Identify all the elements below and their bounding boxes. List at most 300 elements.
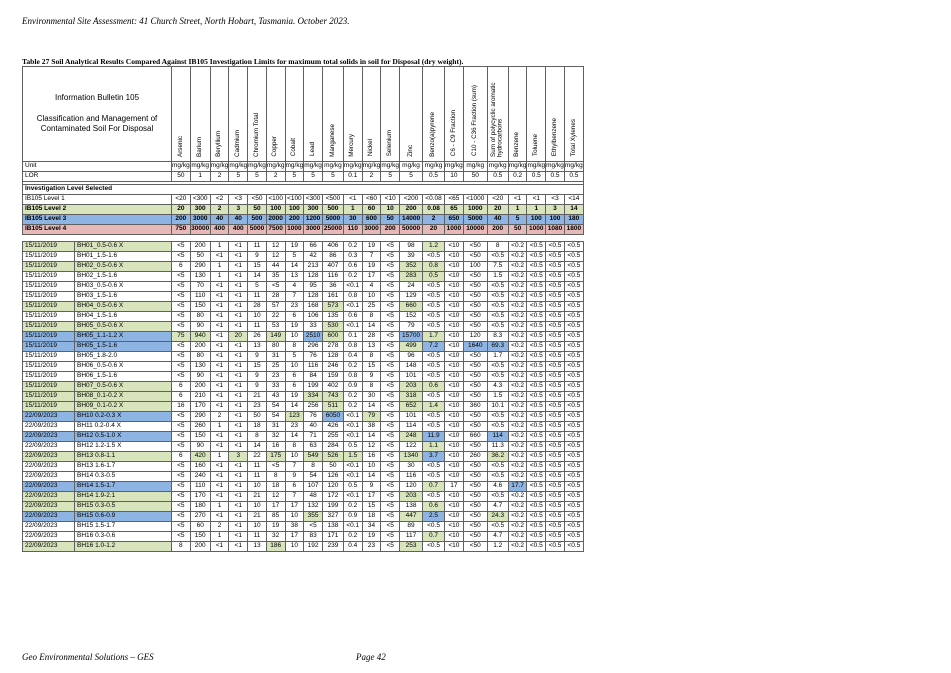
value-cell: 50 bbox=[172, 172, 191, 182]
level-value: 400 bbox=[229, 225, 248, 235]
sample-value: <5 bbox=[381, 372, 400, 382]
sample-value: <0.5 bbox=[527, 332, 546, 342]
sample-value: 60 bbox=[190, 522, 210, 532]
sample-value: <1 bbox=[210, 312, 229, 322]
sample-value: 0.8 bbox=[343, 292, 362, 302]
sample-value: 54 bbox=[266, 402, 285, 412]
sample-value: 38 bbox=[362, 422, 381, 432]
sample-value: 128 bbox=[304, 272, 323, 282]
sample-value: 50 bbox=[248, 412, 267, 422]
sample-value: <0.5 bbox=[546, 332, 565, 342]
sample-value: <1 bbox=[229, 272, 248, 282]
sample-value: <0.5 bbox=[546, 402, 565, 412]
row-label: LOR bbox=[23, 172, 172, 182]
sample-value: <1 bbox=[229, 482, 248, 492]
sample-value: 200 bbox=[190, 382, 210, 392]
sample-value: 660 bbox=[400, 302, 423, 312]
value-cell: 5 bbox=[304, 172, 323, 182]
sample-date: 15/11/2019 bbox=[23, 332, 75, 342]
sample-value: 6 bbox=[172, 392, 191, 402]
sample-value: <50 bbox=[463, 542, 487, 552]
sample-date: 15/11/2019 bbox=[23, 252, 75, 262]
sample-id: BH12 0.5-1.0 X bbox=[75, 432, 172, 442]
value-cell: mg/kg bbox=[400, 162, 423, 172]
column-header-label: C6 - C9 Fraction bbox=[449, 110, 457, 157]
level-value: <100 bbox=[285, 195, 304, 205]
sample-value: <0.5 bbox=[546, 442, 565, 452]
sample-row bbox=[23, 362, 584, 372]
sample-value: 2 bbox=[210, 522, 229, 532]
sample-value: 0.2 bbox=[343, 402, 362, 412]
sample-value: <10 bbox=[445, 292, 464, 302]
sample-value: 447 bbox=[400, 512, 423, 522]
sample-value: <0.5 bbox=[527, 472, 546, 482]
sample-value: <0.5 bbox=[487, 472, 508, 482]
sample-value: <50 bbox=[463, 532, 487, 542]
sample-value: <50 bbox=[463, 282, 487, 292]
sample-value: 84 bbox=[304, 372, 323, 382]
sample-value: 6 bbox=[285, 372, 304, 382]
column-header bbox=[564, 67, 583, 162]
sample-value: <1 bbox=[210, 362, 229, 372]
sample-value: <50 bbox=[463, 492, 487, 502]
sample-value: <0.5 bbox=[564, 452, 583, 462]
sample-value: <0.1 bbox=[343, 522, 362, 532]
value-cell: mg/kg bbox=[322, 162, 343, 172]
level-value: 100 bbox=[546, 215, 565, 225]
sample-value: 16 bbox=[362, 452, 381, 462]
sample-value: <0.5 bbox=[564, 432, 583, 442]
sample-value: 318 bbox=[400, 392, 423, 402]
sample-value: <5 bbox=[172, 282, 191, 292]
sample-value: 327 bbox=[322, 512, 343, 522]
sample-value: 1 bbox=[210, 272, 229, 282]
sample-value: <10 bbox=[445, 402, 464, 412]
level-value: 2 bbox=[423, 215, 445, 225]
sample-value: <0.5 bbox=[546, 322, 565, 332]
sample-value: <0.5 bbox=[527, 292, 546, 302]
sample-value: <1 bbox=[229, 412, 248, 422]
column-header-label: Cadmium bbox=[233, 129, 241, 157]
sample-value: 21 bbox=[248, 392, 267, 402]
sample-value: 14 bbox=[248, 272, 267, 282]
sample-date: 22/09/2023 bbox=[23, 412, 75, 422]
sample-value: 2 bbox=[210, 412, 229, 422]
sample-value: 110 bbox=[190, 482, 210, 492]
sample-value: <1 bbox=[229, 242, 248, 252]
sample-value: 35 bbox=[266, 272, 285, 282]
sample-value: 106 bbox=[304, 312, 323, 322]
sample-value: 0.7 bbox=[423, 482, 445, 492]
sample-value: 6 bbox=[172, 262, 191, 272]
sample-value: <1 bbox=[210, 442, 229, 452]
sample-row bbox=[23, 252, 584, 262]
sample-value: 138 bbox=[322, 522, 343, 532]
footer-page-number: Page 42 bbox=[356, 652, 386, 662]
sample-value: 13 bbox=[248, 542, 267, 552]
sample-value: <0.5 bbox=[546, 542, 565, 552]
sample-value: 86 bbox=[322, 252, 343, 262]
level-value: 50 bbox=[248, 205, 267, 215]
sample-value: 8 bbox=[172, 542, 191, 552]
sample-value: <0.2 bbox=[508, 492, 527, 502]
sample-value: <0.5 bbox=[546, 372, 565, 382]
sample-value: 203 bbox=[400, 382, 423, 392]
sample-value: 23 bbox=[266, 372, 285, 382]
sample-value: <0.5 bbox=[527, 532, 546, 542]
sample-value: 17 bbox=[285, 532, 304, 542]
sample-value: <0.5 bbox=[564, 392, 583, 402]
sample-value: 22 bbox=[266, 312, 285, 322]
sample-value: <0.5 bbox=[564, 292, 583, 302]
sample-value: 14 bbox=[362, 402, 381, 412]
level-value: 500 bbox=[248, 215, 267, 225]
sample-value: <5 bbox=[381, 482, 400, 492]
sample-value: <5 bbox=[381, 452, 400, 462]
sample-value: <0.5 bbox=[527, 542, 546, 552]
sample-value: 402 bbox=[322, 382, 343, 392]
sample-value: <5 bbox=[381, 542, 400, 552]
sample-value: <0.2 bbox=[508, 412, 527, 422]
sample-id: BH03_1.5-1.6 bbox=[75, 292, 172, 302]
sample-value: <0.2 bbox=[508, 272, 527, 282]
sample-value: 8 bbox=[362, 382, 381, 392]
sample-row bbox=[23, 242, 584, 252]
sample-value: <0.5 bbox=[564, 362, 583, 372]
sample-value: 248 bbox=[400, 432, 423, 442]
level-value: <1000 bbox=[463, 195, 487, 205]
section-label: Investigation Level Selected bbox=[23, 185, 584, 195]
sample-value: <0.2 bbox=[508, 542, 527, 552]
sample-value: <1 bbox=[229, 502, 248, 512]
sample-value: 8 bbox=[285, 442, 304, 452]
sample-value: <1 bbox=[210, 372, 229, 382]
level-label: IB105 Level 3 bbox=[23, 215, 172, 225]
sample-value: <0.5 bbox=[423, 302, 445, 312]
value-cell: mg/kg bbox=[546, 162, 565, 172]
sample-value: <5 bbox=[381, 512, 400, 522]
sample-id: BH09_0.1-0.2 X bbox=[75, 402, 172, 412]
sample-value: <0.5 bbox=[487, 522, 508, 532]
sample-value: 18 bbox=[248, 422, 267, 432]
sample-value: 10 bbox=[285, 362, 304, 372]
sample-value: <10 bbox=[445, 282, 464, 292]
sample-value: 15 bbox=[248, 362, 267, 372]
sample-value: <10 bbox=[445, 542, 464, 552]
sample-value: 0.5 bbox=[343, 482, 362, 492]
sample-value: 11 bbox=[248, 532, 267, 542]
sample-value: 16 bbox=[266, 442, 285, 452]
sample-value: 8 bbox=[266, 472, 285, 482]
level-value: 200 bbox=[487, 225, 508, 235]
sample-value: <5 bbox=[381, 412, 400, 422]
sample-date: 15/11/2019 bbox=[23, 272, 75, 282]
sample-value: <1 bbox=[210, 462, 229, 472]
sample-date: 22/09/2023 bbox=[23, 492, 75, 502]
sample-value: 0.8 bbox=[343, 342, 362, 352]
level-row bbox=[23, 225, 584, 235]
sample-value: <5 bbox=[172, 492, 191, 502]
sample-date: 15/11/2019 bbox=[23, 302, 75, 312]
sample-id: BH15 0.6-0.9 bbox=[75, 512, 172, 522]
sample-value: 0.5 bbox=[423, 272, 445, 282]
sample-value: <10 bbox=[445, 242, 464, 252]
value-cell: 0.1 bbox=[343, 172, 362, 182]
sample-date: 22/09/2023 bbox=[23, 442, 75, 452]
value-cell: 5 bbox=[229, 172, 248, 182]
sample-value: 526 bbox=[322, 452, 343, 462]
sample-value: <0.5 bbox=[564, 422, 583, 432]
sample-value: <0.5 bbox=[423, 472, 445, 482]
sample-value: <10 bbox=[445, 332, 464, 342]
sample-value: 0.6 bbox=[423, 502, 445, 512]
sample-value: <0.5 bbox=[546, 382, 565, 392]
sample-row bbox=[23, 462, 584, 472]
column-header bbox=[546, 67, 565, 162]
sample-row bbox=[23, 442, 584, 452]
sample-value: <1 bbox=[229, 282, 248, 292]
sample-value: <10 bbox=[445, 462, 464, 472]
sample-value: <1 bbox=[229, 252, 248, 262]
sample-value: 31 bbox=[266, 422, 285, 432]
sample-value: 120 bbox=[463, 332, 487, 342]
sample-value: <5 bbox=[381, 312, 400, 322]
sample-value: <0.5 bbox=[564, 352, 583, 362]
value-cell: mg/kg bbox=[564, 162, 583, 172]
sample-value: <0.5 bbox=[546, 302, 565, 312]
column-header-label: Total Xylenes bbox=[569, 119, 577, 157]
sample-id: BH10 0.2-0.3 X bbox=[75, 412, 172, 422]
sample-value: 0.2 bbox=[343, 362, 362, 372]
table-caption: Table 27 Soil Analytical Results Compared Against IB105 Investigation Limits for maximum total solids in soil for Disposal (dry weight). bbox=[22, 57, 464, 66]
sample-value: <1 bbox=[229, 542, 248, 552]
sample-value: 130 bbox=[190, 362, 210, 372]
sample-value: 355 bbox=[304, 512, 323, 522]
sample-row bbox=[23, 332, 584, 342]
sample-value: 11 bbox=[248, 292, 267, 302]
column-header-label: Cobalt bbox=[290, 138, 298, 157]
sample-value: 13 bbox=[285, 272, 304, 282]
sample-value: 1 bbox=[210, 242, 229, 252]
sample-value: <0.5 bbox=[423, 492, 445, 502]
sample-value: <0.5 bbox=[527, 242, 546, 252]
level-value: 1 bbox=[527, 205, 546, 215]
sample-value: <0.5 bbox=[487, 372, 508, 382]
column-header bbox=[508, 67, 527, 162]
sample-value: <10 bbox=[445, 372, 464, 382]
sample-value: <1 bbox=[229, 362, 248, 372]
sample-value: 83 bbox=[304, 532, 323, 542]
sample-value: <10 bbox=[445, 392, 464, 402]
sample-value: <0.5 bbox=[487, 422, 508, 432]
sample-value: 128 bbox=[322, 352, 343, 362]
sample-value: 34 bbox=[362, 522, 381, 532]
sample-value: 0.8 bbox=[423, 262, 445, 272]
sample-value: 43 bbox=[266, 392, 285, 402]
level-value: 1 bbox=[343, 205, 362, 215]
sample-value: 0.4 bbox=[343, 352, 362, 362]
sample-id: BH02_1.5-1.6 bbox=[75, 272, 172, 282]
sample-date: 15/11/2019 bbox=[23, 292, 75, 302]
column-header bbox=[210, 67, 229, 162]
sample-value: <0.5 bbox=[564, 482, 583, 492]
level-value: 100 bbox=[285, 205, 304, 215]
level-value: 20 bbox=[423, 225, 445, 235]
sample-value: <50 bbox=[463, 312, 487, 322]
value-cell: mg/kg bbox=[229, 162, 248, 172]
sample-value: <0.5 bbox=[564, 302, 583, 312]
level-value: 5 bbox=[508, 215, 527, 225]
sample-value: <0.5 bbox=[423, 352, 445, 362]
sample-value: 14 bbox=[362, 432, 381, 442]
sample-value: 0.4 bbox=[343, 542, 362, 552]
sample-value: 66 bbox=[304, 242, 323, 252]
sample-value: <0.5 bbox=[564, 312, 583, 322]
sample-value: <0.5 bbox=[527, 512, 546, 522]
sample-value: <5 bbox=[172, 522, 191, 532]
sample-value: 116 bbox=[322, 272, 343, 282]
sample-value: <0.5 bbox=[546, 522, 565, 532]
sample-value: 5 bbox=[248, 282, 267, 292]
sample-value: <0.1 bbox=[343, 472, 362, 482]
level-value: 3000 bbox=[190, 215, 210, 225]
sample-value: <0.5 bbox=[423, 412, 445, 422]
sample-value: <0.2 bbox=[508, 362, 527, 372]
row-label: Unit bbox=[23, 162, 172, 172]
sample-value: 660 bbox=[463, 432, 487, 442]
sample-value: 63 bbox=[304, 442, 323, 452]
sample-id: BH01_0.5-0.6 X bbox=[75, 242, 172, 252]
sample-value: 940 bbox=[190, 332, 210, 342]
sample-value: <5 bbox=[172, 292, 191, 302]
sample-value: 0.6 bbox=[423, 382, 445, 392]
sample-row bbox=[23, 262, 584, 272]
sample-value: <1 bbox=[229, 422, 248, 432]
sample-value: 122 bbox=[400, 442, 423, 452]
sample-value: <0.5 bbox=[546, 532, 565, 542]
sample-value: 3.7 bbox=[423, 452, 445, 462]
sample-value: <10 bbox=[445, 362, 464, 372]
level-label: IB105 Level 1 bbox=[23, 195, 172, 205]
sample-value: 90 bbox=[190, 372, 210, 382]
sample-value: <0.5 bbox=[527, 452, 546, 462]
sample-value: 200 bbox=[190, 242, 210, 252]
sample-value: 23 bbox=[362, 542, 381, 552]
sample-id: BH05_1.5-1.6 bbox=[75, 342, 172, 352]
level-value: <300 bbox=[190, 195, 210, 205]
sample-value: <5 bbox=[172, 242, 191, 252]
sample-row bbox=[23, 532, 584, 542]
sample-date: 15/11/2019 bbox=[23, 322, 75, 332]
level-value: 200 bbox=[400, 205, 423, 215]
sample-value: <10 bbox=[445, 422, 464, 432]
sample-date: 22/09/2023 bbox=[23, 532, 75, 542]
sample-value: 149 bbox=[266, 332, 285, 342]
sample-value: 200 bbox=[190, 542, 210, 552]
sample-value: <0.5 bbox=[487, 292, 508, 302]
sample-value: <0.5 bbox=[487, 492, 508, 502]
sample-value: 10.1 bbox=[487, 402, 508, 412]
sample-value: <0.2 bbox=[508, 342, 527, 352]
level-value: 40 bbox=[229, 215, 248, 225]
sample-value: <5 bbox=[381, 322, 400, 332]
sample-value: 1340 bbox=[400, 452, 423, 462]
sample-value: <0.5 bbox=[423, 252, 445, 262]
sample-value: 9 bbox=[248, 372, 267, 382]
sample-value: <10 bbox=[445, 452, 464, 462]
sample-value: 511 bbox=[322, 402, 343, 412]
sample-value: 0.2 bbox=[343, 392, 362, 402]
sample-value: 76 bbox=[304, 412, 323, 422]
sample-value: <0.2 bbox=[508, 432, 527, 442]
level-value: 50 bbox=[508, 225, 527, 235]
sample-value: 203 bbox=[400, 492, 423, 502]
level-value: 40 bbox=[487, 215, 508, 225]
sample-value: 1.2 bbox=[423, 242, 445, 252]
sample-value: <1 bbox=[210, 352, 229, 362]
column-header bbox=[266, 67, 285, 162]
sample-value: <1 bbox=[229, 292, 248, 302]
sample-value: <0.5 bbox=[564, 282, 583, 292]
level-value: <10 bbox=[381, 195, 400, 205]
sample-value: 7 bbox=[285, 462, 304, 472]
sample-id: BH14 0.3-0.5 bbox=[75, 472, 172, 482]
sample-value: <0.5 bbox=[527, 392, 546, 402]
investigation-level-header bbox=[23, 185, 584, 195]
level-value: <300 bbox=[304, 195, 323, 205]
sample-value: <0.1 bbox=[343, 322, 362, 332]
column-header bbox=[248, 67, 267, 162]
sample-value: <50 bbox=[463, 322, 487, 332]
sample-row bbox=[23, 282, 584, 292]
sample-value: 28 bbox=[362, 332, 381, 342]
sample-value: <50 bbox=[463, 252, 487, 262]
sample-value: <10 bbox=[445, 342, 464, 352]
sample-value: <1 bbox=[229, 382, 248, 392]
sample-value: 7 bbox=[285, 492, 304, 502]
sample-value: 116 bbox=[304, 362, 323, 372]
sample-value: 11 bbox=[248, 322, 267, 332]
sample-value: <5 bbox=[304, 522, 323, 532]
sample-value: <0.2 bbox=[508, 402, 527, 412]
level-value: 100 bbox=[527, 215, 546, 225]
sample-value: 10 bbox=[285, 332, 304, 342]
sample-value: <5 bbox=[381, 382, 400, 392]
sample-value: 80 bbox=[190, 352, 210, 362]
sample-value: 278 bbox=[322, 342, 343, 352]
sample-value: <0.5 bbox=[527, 522, 546, 532]
sample-value: <10 bbox=[445, 262, 464, 272]
sample-value: 246 bbox=[322, 362, 343, 372]
sample-value: 260 bbox=[190, 422, 210, 432]
column-header-label: Ethylbenzene bbox=[550, 118, 558, 157]
sample-value: 79 bbox=[362, 412, 381, 422]
level-value: <100 bbox=[266, 195, 285, 205]
sample-value: <50 bbox=[463, 462, 487, 472]
sample-value: 159 bbox=[322, 372, 343, 382]
sample-value: <10 bbox=[445, 432, 464, 442]
column-header bbox=[445, 67, 464, 162]
level-value: <1 bbox=[527, 195, 546, 205]
sample-value: <5 bbox=[381, 242, 400, 252]
sample-value: 600 bbox=[322, 332, 343, 342]
level-value: <20 bbox=[172, 195, 191, 205]
sample-date: 15/11/2019 bbox=[23, 382, 75, 392]
sample-value: <1 bbox=[210, 432, 229, 442]
column-header bbox=[362, 67, 381, 162]
level-value: <200 bbox=[400, 195, 423, 205]
sample-value: <0.1 bbox=[343, 422, 362, 432]
